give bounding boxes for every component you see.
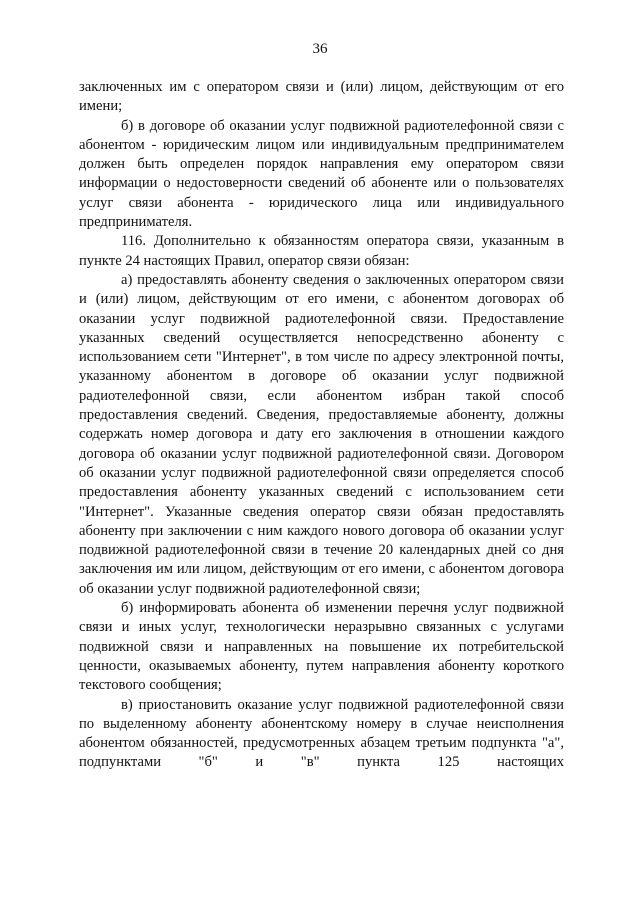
page-number: 36 xyxy=(312,41,328,57)
paragraph-subitem-c-suspend-service: в) приостановить оказание услуг подвижной радиотелефонной связи по выделенному абоненту абонентскому номеру в случае неисполнения абонентом обязанностей, предусмотренных абзацем третьим подпункта "а", подпунктами "б" и "в" пункта 125 настоящих xyxy=(79,696,564,771)
paragraph-clause-116: 116. Дополнительно к обязанностям оператора связи, указанным в пункте 24 настоящих Правил, оператор связи обязан: xyxy=(79,233,564,269)
paragraph-subitem-a-provide-info: а) предоставлять абоненту сведения о заключенных оператором связи и (или) лицом, действующим от его имени, с абонентом договорах об оказании услуг подвижной радиотелефонной связи. Предоставление указанных сведений осуществляется непосредственно абоненту с использованием сети "Интернет", в том числе по адресу электронной почты, указанному абонентом в договоре об оказании услуг подвижной радиотелефонной связи, если абонентом избран такой способ предоставления сведений. Сведения, предоставляемые абоненту, должны содержать номер договора и дату его заключения в отношении каждого договора об оказании услуг подвижной радиотелефонной связи. Договором об оказании услуг подвижной радиотелефонной связи определяется способ предоставления абоненту указанных сведений с использованием сети "Интернет". Указанные сведения оператор связи обязан предоставлять абоненту при заключении с ним каждого нового договора об оказании услуг подвижной радиотелефонной связи в течение 20 календарных дней со дня заключения им или лицом, действующим от его имени, с абонентом договора об оказании услуг подвижной радиотелефонной связи; xyxy=(79,271,564,597)
document-body xyxy=(79,78,564,773)
paragraph-subitem-b-contract-procedure: б) в договоре об оказании услуг подвижной радиотелефонной связи с абонентом - юридическим лицом или индивидуальным предпринимателем должен быть определен порядок направления ему оператором связи информации о недостоверности сведений об абоненте или о пользователях услуг связи абонента - юридического лица или индивидуального предпринимателя. xyxy=(79,117,564,231)
paragraph-continuation: заключенных им с оператором связи и (или) лицом, действующим от его имени; xyxy=(79,79,564,115)
paragraph-subitem-b-inform-subscriber: б) информировать абонента об изменении перечня услуг подвижной связи и иных услуг, технологически неразрывно связанных с услугами подвижной связи и направленных на повышение их потребительской ценности, оказываемых абоненту, путем направления абоненту короткого текстового сообщения; xyxy=(79,600,564,694)
